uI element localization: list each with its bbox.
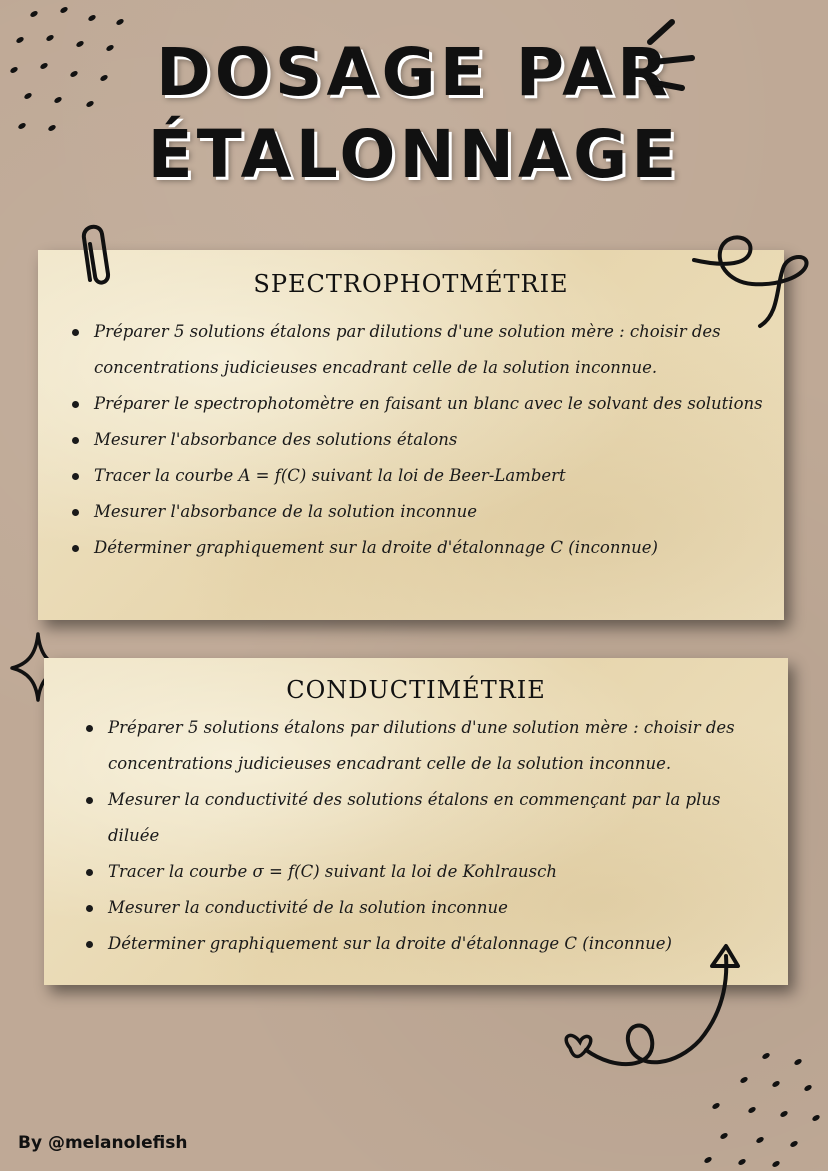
paperclip-icon xyxy=(76,218,126,298)
list-item: Déterminer graphiquement sur la droite d'étalonnage C (inconnue) xyxy=(86,926,776,962)
dots-decoration-bottom-right xyxy=(694,1044,828,1171)
title-line-1: DOSAGE PAR xyxy=(156,34,672,111)
list-item: Préparer le spectrophotomètre en faisant un blanc avec le solvant des solutions xyxy=(72,386,772,422)
conductimetry-steps-list xyxy=(86,710,776,962)
list-item: Mesurer la conductivité de la solution inconnue xyxy=(86,890,776,926)
spectrophotometry-steps-list xyxy=(72,314,772,566)
spectrophotometry-heading: SPECTROPHOTMÉTRIE xyxy=(253,270,569,298)
conductimetry-heading: CONDUCTIMÉTRIE xyxy=(286,676,546,704)
author-credit: By @melanolefish xyxy=(18,1133,188,1153)
list-item: Préparer 5 solutions étalons par dilutions d'une solution mère : choisir des concentrations judicieuses encadrant celle de la solution inconnue. xyxy=(72,314,772,386)
swirl-icon xyxy=(690,226,820,336)
list-item: Déterminer graphiquement sur la droite d'étalonnage C (inconnue) xyxy=(72,530,772,566)
list-item: Mesurer la conductivité des solutions étalons en commençant par la plus diluée xyxy=(86,782,776,854)
list-item: Préparer 5 solutions étalons par dilutions d'une solution mère : choisir des concentrations judicieuses encadrant celle de la solution inconnue. xyxy=(86,710,776,782)
list-item: Tracer la courbe σ = f(C) suivant la loi de Kohlrausch xyxy=(86,854,776,890)
list-item: Mesurer l'absorbance de la solution inconnue xyxy=(72,494,772,530)
emphasis-strokes-icon xyxy=(636,14,706,94)
list-item: Tracer la courbe A = f(C) suivant la loi de Beer-Lambert xyxy=(72,458,772,494)
list-item: Mesurer l'absorbance des solutions étalons xyxy=(72,422,772,458)
spectrophotometry-card xyxy=(38,250,784,620)
title-line-2: ÉTALONNAGE xyxy=(147,116,681,193)
